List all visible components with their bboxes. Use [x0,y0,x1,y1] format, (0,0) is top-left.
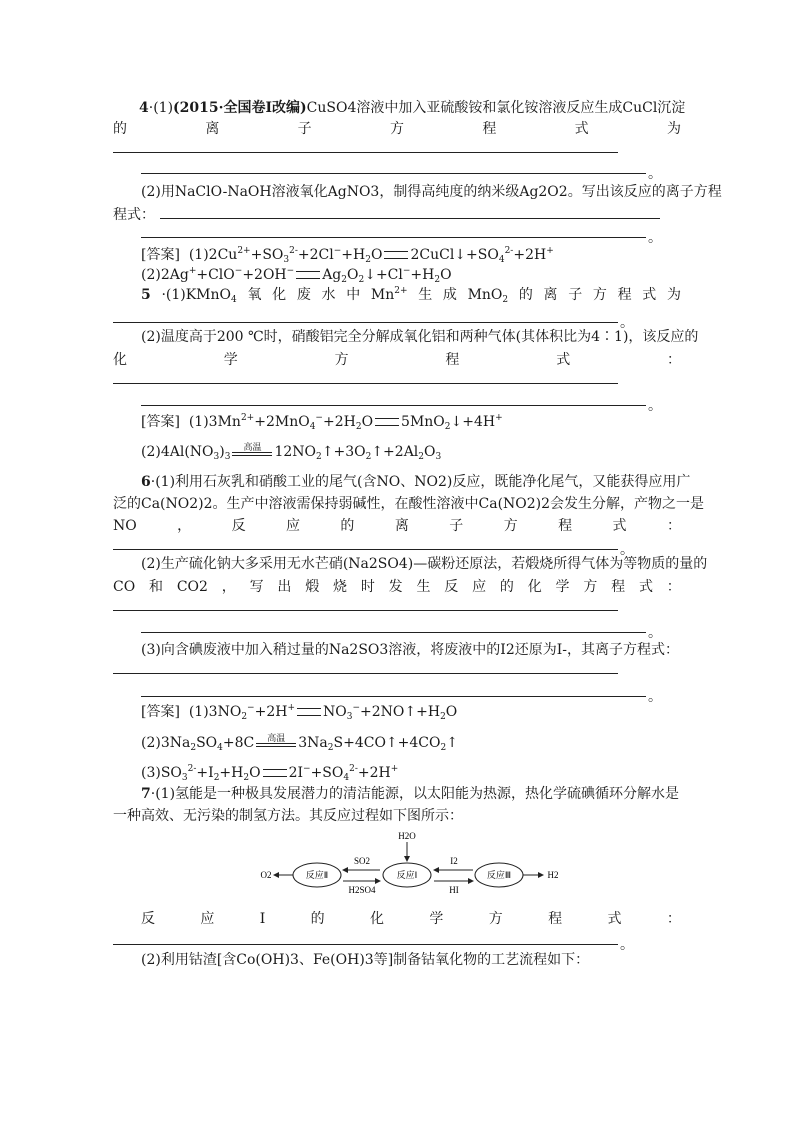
spaced-word: 应 [472,579,487,595]
answer-blank[interactable] [113,152,618,153]
reaction-cycle-diagram [250,826,570,896]
period: 。 [620,937,634,953]
spaced-word: 学 [223,352,238,368]
spaced-word: 反 [231,518,246,534]
q4-number: 4 [139,100,149,116]
spaced-word: 方 [488,911,503,927]
spaced-word: 程 [548,911,563,927]
q5-line1: 5 ·(1)KMnO$_4$ 氧 化 废 水 中 $Mn^{2+}$ 生 成 MnO$_2$ 的 离 子 方 程 式 为 [141,286,681,305]
spaced-word: 程 [482,121,497,137]
period: 。 [648,230,662,246]
spaced-word: 应 [286,518,300,534]
spaced-word: 方 [334,352,349,368]
spaced-word: 式 [638,579,653,595]
q4-answer-1: [答案] $(1)2Cu^{2+}+SO_3^{2-}+2Cl^-+H_2O$ $2CuCl↓+SO_4^{2-}+2H^+$ [141,246,554,265]
h2so4-label: H2SO4 [348,885,376,895]
o2-label: O2 [260,870,272,880]
so2-label: SO2 [353,856,371,866]
q5-answer-2: $(2)4Al(NO_3)_3$ 高温 $12NO_2↑+3O_2↑+2Al_2O_3$ [141,443,442,462]
q7-part2: (2)利用钴渣[含Co(OH)3、Fe(OH)3等]制备钴氧化物的工艺流程如下： [141,952,590,968]
spaced-word: ， [177,518,192,534]
spaced-word: 煅 [305,579,320,595]
spaced-word: 化 [370,911,385,927]
q6-answer-1: [答案] $(1)3NO_2^-+2H^+$ $NO_3^-+2NO↑+H_2O$ [141,703,458,722]
spaced-word: ， [221,579,236,595]
q4-line2 [113,120,681,138]
q7-line3 [141,910,681,928]
spaced-word: 方 [389,121,404,137]
spaced-word: Ⅰ [259,911,266,927]
answer-blank[interactable] [141,405,646,406]
q6-line2: 泛的Ca(NO2)2。生产中溶液需保持弱碱性，在酸性溶液中Ca(NO2)2会发生分解，产物之一是 [113,496,705,512]
q6-part2-line2 [113,578,681,596]
spaced-word: 和 [149,579,164,595]
answer-blank[interactable] [113,322,618,323]
q6-part2-line1: (2)生产硫化钠大多采用无水芒硝(Na2SO4)—碳粉还原法，若煅烧所得气体为等物质的量的 [141,556,708,572]
spaced-word: 子 [297,121,312,137]
spaced-word: 式 [556,352,571,368]
answer-blank[interactable] [113,549,618,550]
period: 。 [648,625,662,641]
q6-answer-2: $(2)3Na_2SO_4+8C$ 高温 $3Na_2S+4CO↑+4CO_2↑$ [141,734,458,753]
spaced-word: 式 [574,121,589,137]
q5-part2-line1: (2)温度高于200 ℃时，硝酸铝完全分解成氧化铝和两种气体(其体积比为4∶1)，该反应的 [141,329,699,345]
q5-part2-line2 [113,351,681,369]
spaced-word: 的 [499,579,514,595]
spaced-word: 方 [583,579,598,595]
spaced-word: ： [666,911,681,927]
answer-blank[interactable] [160,218,660,219]
spaced-word: 式 [607,911,622,927]
reaction-1-label: 反应Ⅰ [396,870,418,880]
spaced-word: 发 [388,579,403,595]
spaced-word: 烧 [333,579,347,595]
q4-text: CuSO4溶液中加入亚硫酸铵和氯化铵溶液反应生成CuCl沉淀 [306,100,686,116]
q4-part2-line2: 程式： [113,207,155,223]
spaced-word: 时 [360,579,375,595]
spaced-word: 学 [429,911,444,927]
answer-blank[interactable] [141,696,646,697]
spaced-word: ： [666,352,681,368]
spaced-word: 离 [394,518,409,534]
spaced-word: CO2 [176,579,208,595]
spaced-word: 反 [141,911,155,927]
spaced-word: 的 [310,911,325,927]
q6-line1: 6·(1)利用石灰乳和硝酸工业的尾气(含NO、NO2)反应，既能净化尾气，又能获得应用广 [141,474,691,490]
spaced-word: ： [666,579,681,595]
spaced-word: CO [113,579,136,595]
q4-part2-line1: (2)用NaClO-NaOH溶液氧化AgNO3，制得高纯度的纳米级Ag2O2。写出该反应的离子方程 [141,184,722,200]
q7-line2: 一种高效、无污染的制氢方法。其反应过程如下图所示： [113,808,463,824]
spaced-word: 的 [340,518,355,534]
spaced-word: 程 [558,518,573,534]
q4-source: (2015·全国卷Ⅰ改编) [173,100,307,116]
spaced-word: 式 [612,518,627,534]
spaced-word: 程 [445,352,460,368]
spaced-word: 化 [527,579,542,595]
q4-line1: 4·(1)(2015·全国卷Ⅰ改编)CuSO4溶液中加入亚硫酸铵和氯化铵溶液反应生成CuCl沉淀 [139,100,686,116]
spaced-word: 离 [205,121,220,137]
period: 。 [620,542,634,558]
spaced-word: 的 [113,121,127,137]
spaced-word: NO [113,518,137,534]
i2-label: I2 [450,856,458,866]
hi-label: HI [449,885,459,895]
answer-blank[interactable] [113,383,618,384]
spaced-word: 应 [200,911,215,927]
spaced-word: 程 [611,579,626,595]
spaced-word: 出 [277,579,292,595]
h2-label: H2 [547,870,559,880]
spaced-word: 方 [503,518,518,534]
q6-line3 [113,517,681,535]
answer-blank[interactable] [113,944,618,945]
answer-blank[interactable] [141,173,646,174]
spaced-word: 化 [113,352,127,368]
q6-part3: (3)向含碘废液中加入稍过量的Na2SO3溶液，将废液中的I2还原为I-，其离子方程式： [141,642,680,658]
reaction-3-label: 反应Ⅲ [486,870,512,880]
reaction-2-label: 反应Ⅱ [305,870,329,880]
spaced-word: 生 [416,579,431,595]
period: 。 [648,166,662,182]
spaced-word: 子 [449,518,464,534]
spaced-word: 反 [444,579,459,595]
q6-answer-3: $(3)SO_3^{2-}+I_2+H_2O$ $2I^-+SO_4^{2-}+2H^+$ [141,764,399,783]
answer-blank[interactable] [141,632,646,633]
q7-line1: 7·(1)氢能是一种极具发展潜力的清洁能源，以太阳能为热源，热化学硫碘循环分解水是 [141,786,680,802]
spaced-word: 学 [555,579,570,595]
answer-blank[interactable] [141,237,646,238]
answer-blank[interactable] [113,673,618,674]
spaced-word: 为 [666,121,681,137]
spaced-word: ： [666,518,681,534]
q5-answer-1: [答案] $(1)3Mn^{2+}+2MnO_4^-+2H_2O$ 5MnO$_2$↓+4H+ [141,413,503,432]
period: 。 [648,689,662,705]
h2o-label: H2O [398,831,416,841]
period: 。 [648,398,662,414]
answer-blank[interactable] [113,610,618,611]
spaced-word: 写 [249,579,264,595]
period: 。 [620,315,634,331]
q4-answer-2: (2)2Ag++ClO−+2OH− $Ag_2O_2↓+Cl^-+H_2O$ [141,266,452,285]
